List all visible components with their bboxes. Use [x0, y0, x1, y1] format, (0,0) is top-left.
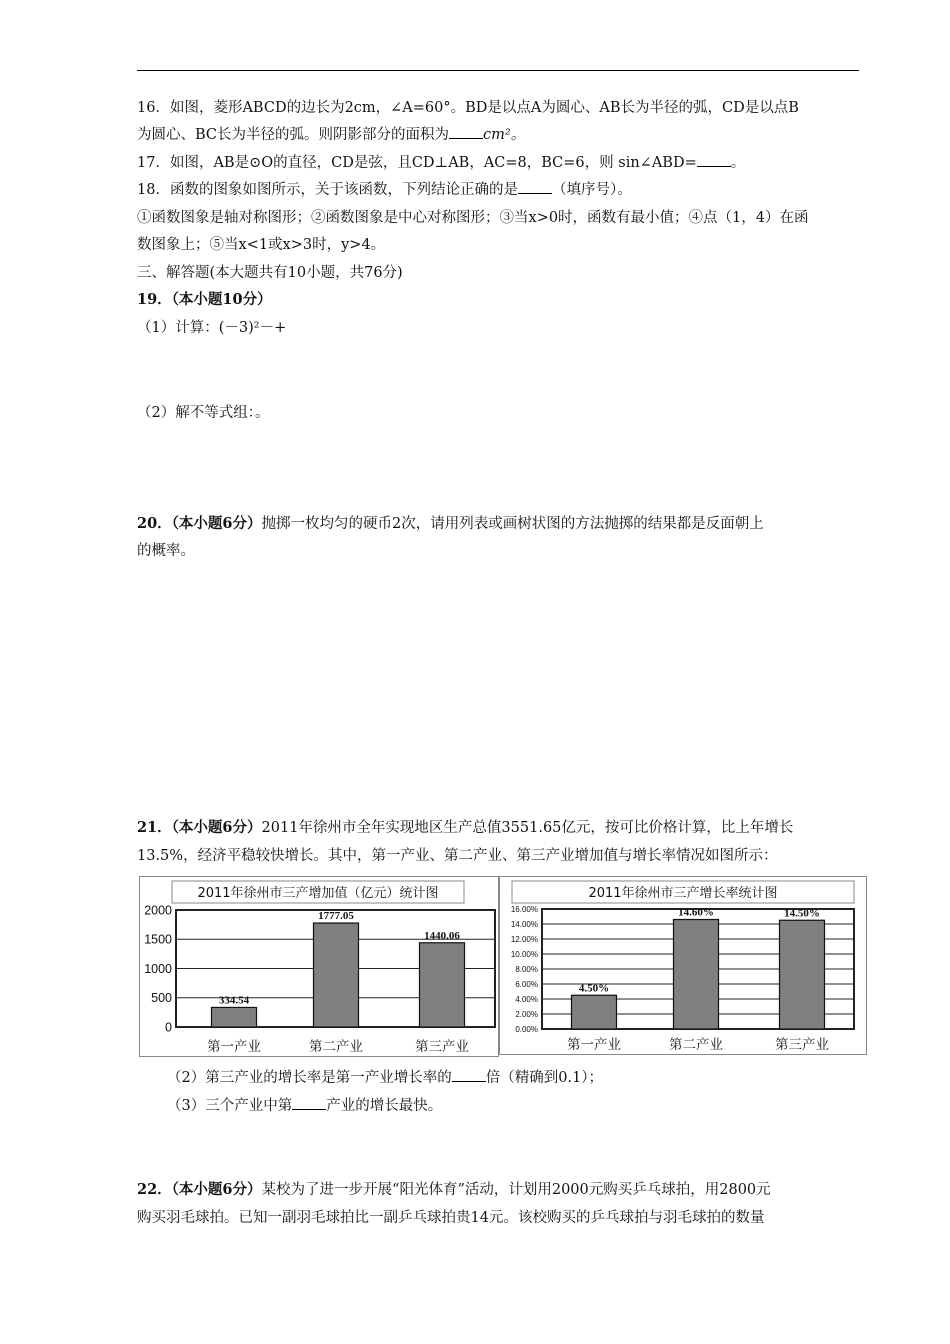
y-tick-label: 1000 — [144, 961, 172, 976]
y-tick-label: 0 — [165, 1020, 172, 1035]
bar-2 — [674, 920, 719, 1030]
q22-label: 22．（本小题6分） — [137, 1181, 262, 1198]
q16-line2-text: 为圆心、BC长为半径的弧。则阴影部分的面积为 — [137, 127, 450, 143]
category-label-2: 第二产业 — [669, 1037, 723, 1053]
q21-line1 — [137, 818, 793, 838]
y-tick-label: 500 — [151, 991, 172, 1006]
q18-answer-blank — [518, 193, 552, 194]
q21-sub3-after: 产业的增长最快。 — [326, 1098, 443, 1114]
q21-sub2-before: （2）第三产业的增长率是第一产业增长率的 — [167, 1070, 452, 1086]
y-tick-label: 10.00% — [510, 949, 538, 959]
section3-title: 三、解答题(本大题共有10小题，共76分) — [137, 265, 403, 281]
data-label-1: 334.54 — [218, 994, 250, 1007]
category-label-1: 第一产业 — [207, 1039, 261, 1055]
y-tick-label: 12.00% — [510, 934, 538, 944]
q19-label: 19．（本小题10分） — [137, 291, 272, 308]
q21-sub3 — [167, 1096, 442, 1116]
data-label-1: 4.50% — [578, 982, 610, 995]
bar-1 — [212, 1007, 257, 1027]
q21-line2: 13.5%，经济平稳较快增长。其中，第一产业、第二产业、第三产业增加值与增长率情况如图所示： — [137, 848, 778, 864]
y-tick-label: 0.00% — [515, 1024, 538, 1034]
data-label-3: 14.50% — [784, 907, 820, 920]
category-label-3: 第三产业 — [775, 1037, 829, 1053]
y-tick-label: 16.00% — [510, 904, 538, 914]
q21-sub3-before: （3）三个产业中第 — [167, 1098, 293, 1114]
q22-line2: 购买羽毛球拍。已知一副羽毛球拍比一副乒乓球拍贵14元。该校购买的乒乓球拍与羽毛球拍的数量 — [137, 1210, 765, 1226]
q21-label: 21．（本小题6分） — [137, 819, 262, 836]
q21-sub2-after: 倍（精确到0.1）； — [485, 1070, 604, 1086]
q17-text: 17．如图，AB是⊙O的直径，CD是弦，且CD⊥AB，AC=8，BC=6，则 sin∠ABD= — [137, 155, 697, 171]
q22-text1: 某校为了进一步开展“阳光体育”活动，计划用2000元购买乒乓球拍，用2800元 — [261, 1182, 771, 1198]
q18-text: 18．函数的图象如图所示，关于该函数，下列结论正确的是 — [137, 182, 518, 198]
q21-sub3-blank — [292, 1109, 326, 1110]
q18-end: （填序号）。 — [551, 182, 632, 198]
q16-line1: 16．如图，菱形ABCD的边长为2cm，∠A=60°。BD是以点A为圆心、AB长为半径的弧，CD是以点B — [137, 100, 799, 116]
q17-line — [137, 153, 745, 173]
bar-3 — [420, 943, 465, 1027]
y-tick-label: 2.00% — [515, 1009, 538, 1019]
data-label-2: 14.60% — [678, 906, 714, 919]
q20-text1: 抛掷一枚均匀的硬币2次，请用列表或画树状图的方法抛掷的结果都是反面朝上 — [261, 516, 764, 532]
chart-growth-rate-svg — [500, 877, 866, 1054]
bar-3 — [780, 920, 825, 1029]
q20-line2: 的概率。 — [137, 543, 195, 559]
q20-label: 20．（本小题6分） — [137, 515, 262, 532]
bar-2 — [314, 923, 359, 1027]
q20-line1 — [137, 514, 764, 534]
data-label-2: 1777.05 — [318, 910, 354, 923]
chart-value-added — [139, 876, 499, 1057]
chart-title: 2011年徐州市三产增加值（亿元）统计图 — [197, 886, 439, 901]
q17-answer-blank — [697, 166, 731, 167]
q19-part1: （1）计算：(－3)²－+ — [137, 320, 287, 336]
y-tick-label: 1500 — [144, 932, 172, 947]
chart-title: 2011年徐州市三产增长率统计图 — [588, 886, 778, 901]
q16-unit: cm²。 — [483, 127, 526, 143]
y-tick-label: 8.00% — [515, 964, 538, 974]
q16-answer-blank — [449, 138, 483, 139]
data-label-3: 1440.06 — [424, 929, 460, 942]
category-label-3: 第三产业 — [415, 1039, 469, 1055]
q21-sub2 — [167, 1068, 603, 1088]
y-tick-label: 4.00% — [515, 994, 538, 1004]
q18-options-line1: ①函数图象是轴对称图形；②函数图象是中心对称图形；③当x>0时，函数有最小值；④点（1，4）在函 — [137, 210, 809, 226]
q21-text1: 2011年徐州市全年实现地区生产总值3551.65亿元，按可比价格计算，比上年增长 — [261, 820, 794, 836]
y-tick-label: 6.00% — [515, 979, 538, 989]
bar-1 — [572, 995, 617, 1029]
y-tick-label: 2000 — [144, 903, 172, 918]
q18-options-line2: 数图象上；⑤当x<1或x>3时，y>4。 — [137, 237, 386, 253]
category-label-2: 第二产业 — [309, 1039, 363, 1055]
q19-part2: （2）解不等式组：。 — [137, 405, 270, 421]
q21-sub2-blank — [452, 1081, 486, 1082]
header-rule — [137, 70, 859, 71]
q16-line2 — [137, 125, 525, 145]
chart-growth-rate — [499, 876, 867, 1055]
y-tick-label: 14.00% — [510, 919, 538, 929]
q18-line — [137, 180, 632, 200]
chart-value-added-svg — [140, 877, 498, 1056]
q22-line1 — [137, 1180, 771, 1200]
category-label-1: 第一产业 — [567, 1037, 621, 1053]
q17-end: 。 — [730, 155, 746, 171]
